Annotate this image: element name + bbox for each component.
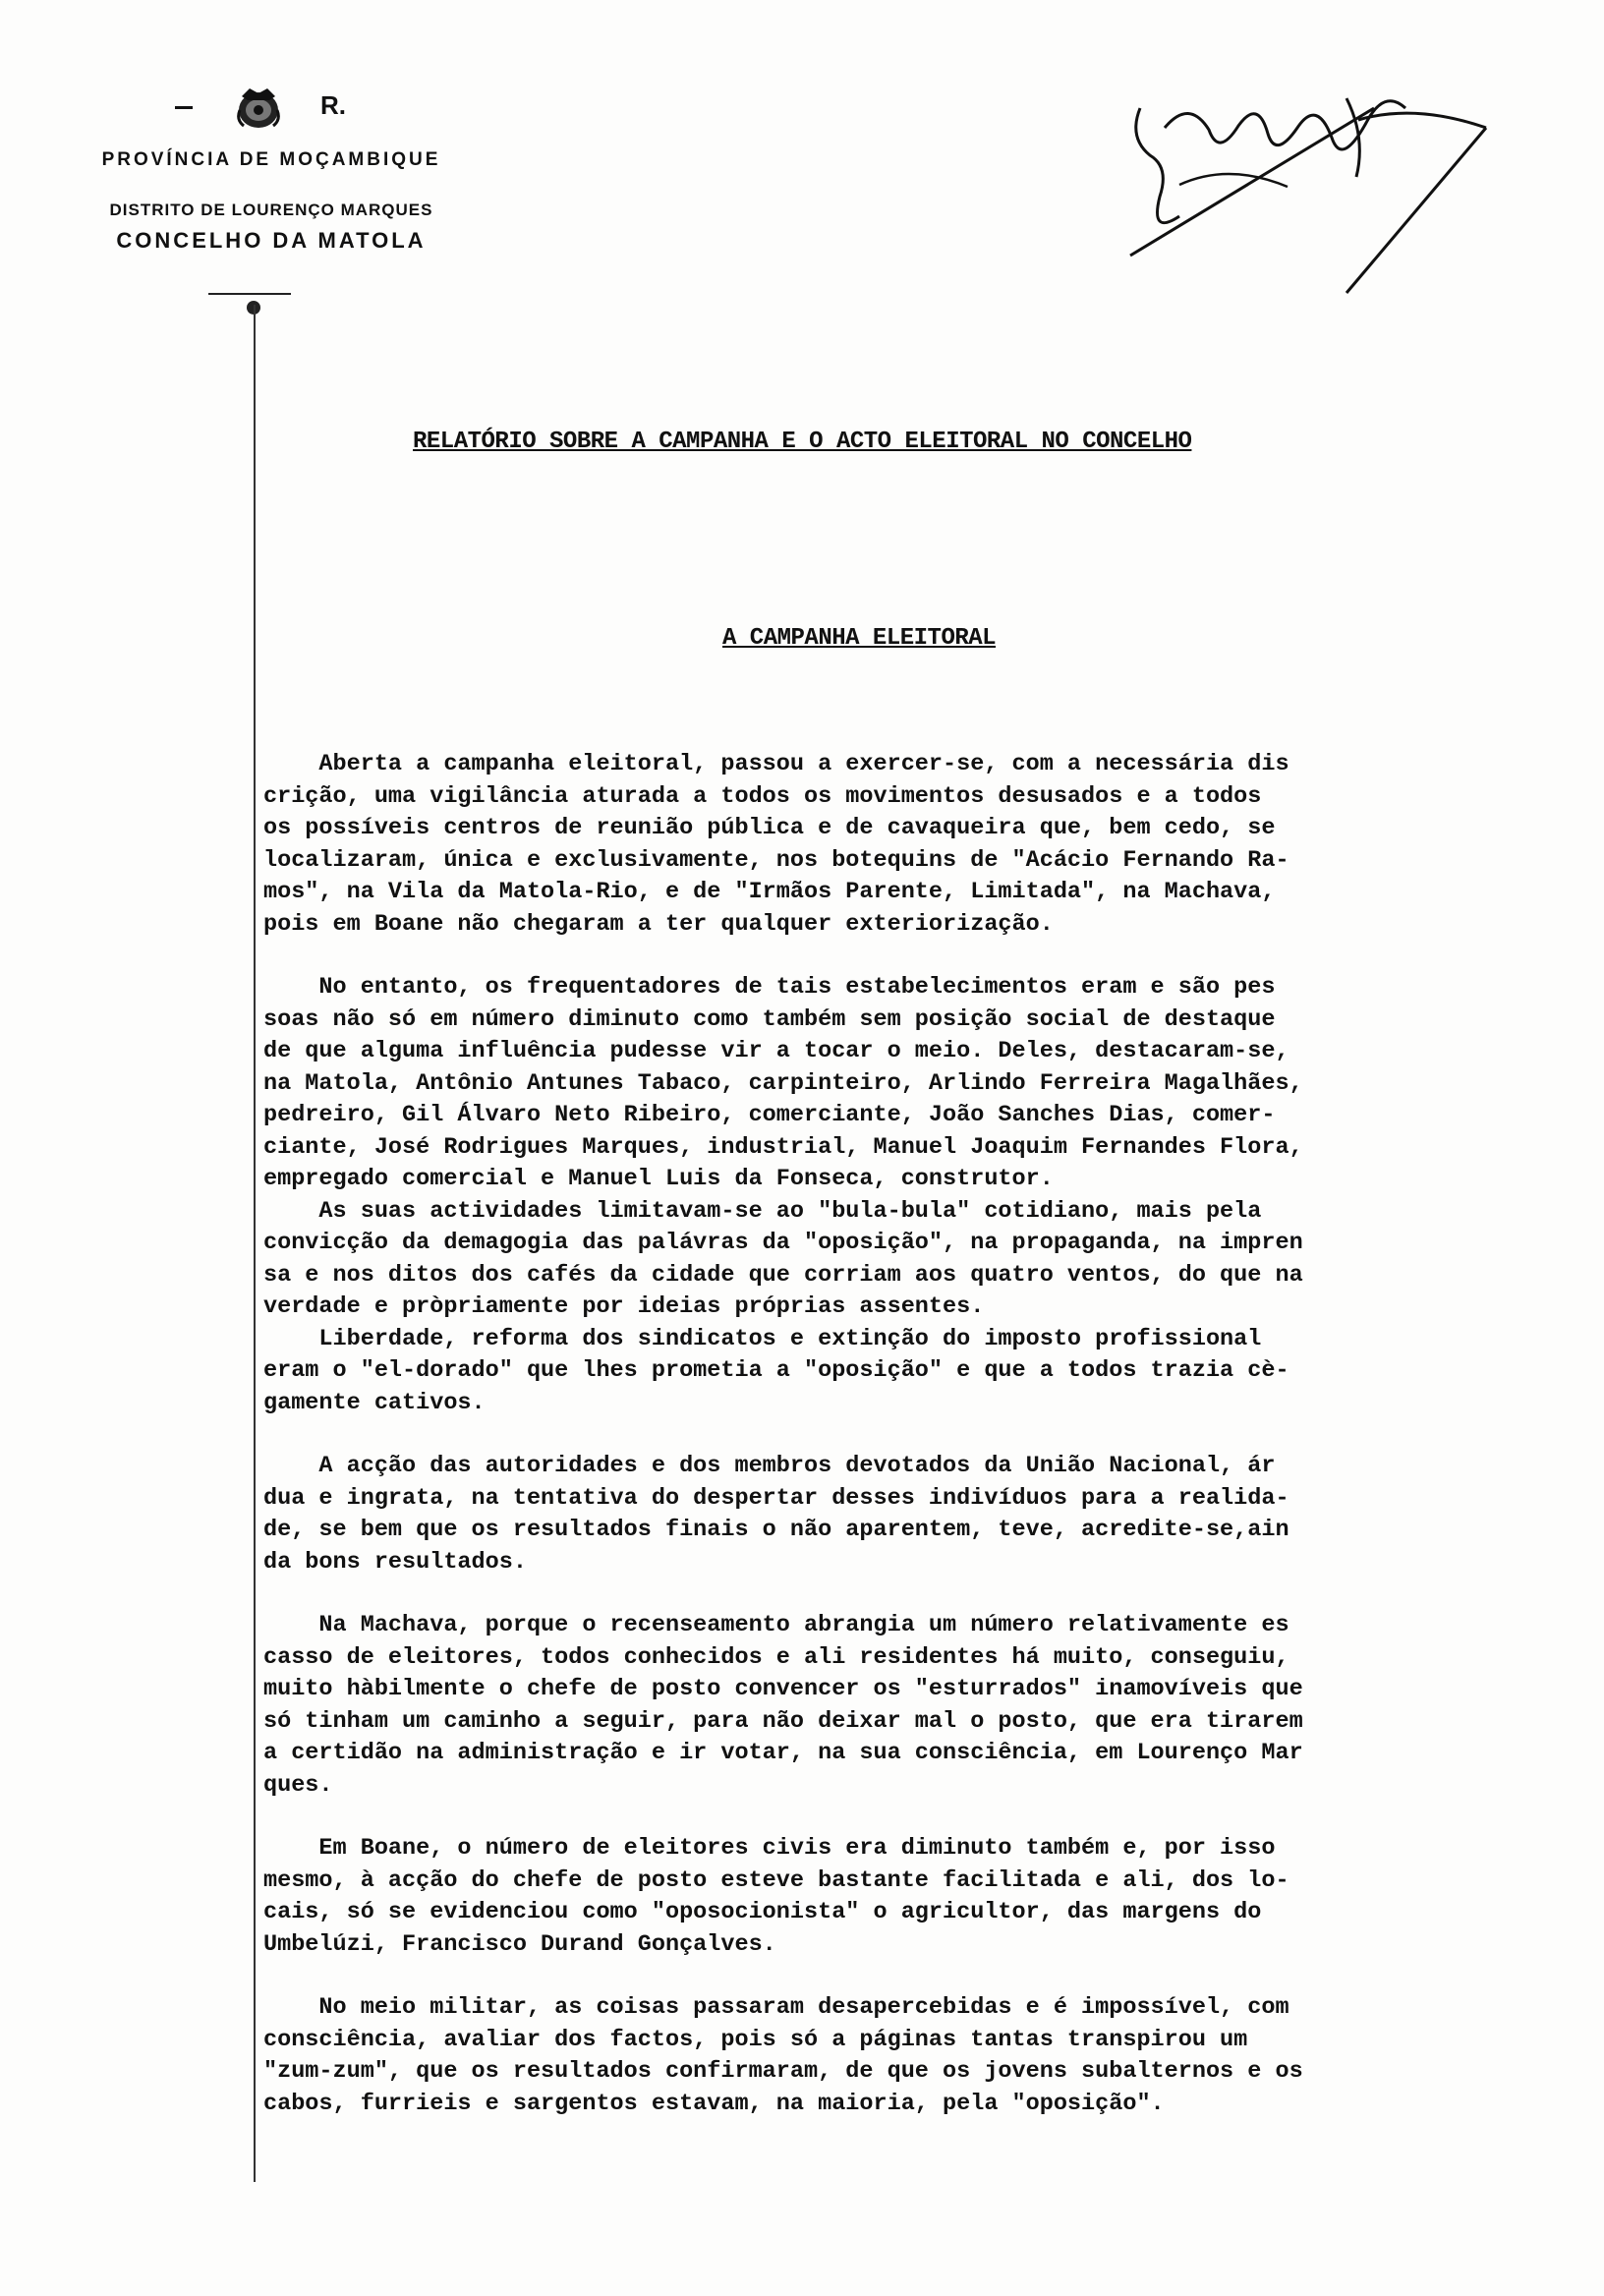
section-heading: A CAMPANHA ELEITORAL	[722, 625, 997, 652]
dash-mark	[175, 106, 193, 109]
paragraph: Em Boane, o número de eleitores civis era diminuto também e, por isso mesmo, à acção do chefe de posto esteve bastante facilitada e ali, dos lo- cais, só se evidenciou como "oposocionista" o agricultor, das margens do Umbelúzi, Francisco Durand Gonçalves.	[263, 1835, 1289, 1958]
header-rule	[208, 293, 291, 295]
paragraph: No entanto, os frequentadores de tais estabelecimentos eram e são pes soas não só em número diminuto como também sem posição social de destaque de que alguma influência pudesse vir a tocar o meio. Deles, destacaram-se, na Matola, Antônio Antunes Tabaco, carpinteiro, Arlindo Ferreira Magalhães, pedreiro, Gil Álvaro Neto Ribeiro, comerciante, João Sanches Dias, comer- ciante, José Rodrigues Marques, industrial, Manuel Joaquim Fernandes Flora, empregado comercial e Manuel Luis da Fonseca, construtor. As suas actividades limitavam-se ao "bula-bula" cotidiano, mais pela convicção da demagogia das palávras da "oposição", na propaganda, na impren sa e nos ditos dos cafés da cidade que corriam aos quatro ventos, do que na verdade e pròpriamente por ideias próprias assentes. Liberdade, reforma dos sindicatos e extinção do imposto profissional eram o "el-dorado" que lhes prometia a "oposição" e que a todos trazia cè- gamente cativos.	[263, 974, 1303, 1416]
paragraph: No meio militar, as coisas passaram desapercebidas e é impossível, com consciência, avaliar dos factos, pois só a páginas tantas transpirou um "zum-zum", que os resultados confirmaram, de que os jovens subalternos e os cabos, furrieis e sargentos estavam, na maioria, pela "oposição".	[263, 1994, 1303, 2117]
paragraph: Aberta a campanha eleitoral, passou a exercer-se, com a necessária dis crição, uma vigilância aturada a todos os movimentos desusados e a todos os possíveis centros de reunião pública e de cavaqueira que, bem cedo, se localizaram, única e exclusivamente, nos botequins de "Acácio Fernando Ra- mos", na Vila da Matola-Rio, e de "Irmãos Parente, Limitada", na Machava, pois em Boane não chegaram a ter qualquer exteriorização.	[263, 751, 1289, 938]
paragraph: A acção das autoridades e dos membros devotados da União Nacional, ár dua e ingrata, na tentativa do despertar desses indivíduos para a realida- de, se bem que os resultados finais o não aparentem, teve, acredite-se,ain da bons resultados.	[263, 1453, 1289, 1576]
letterhead	[85, 77, 458, 254]
handwritten-signature-icon	[1120, 69, 1494, 315]
council-name: CONCELHO DA MATOLA	[116, 228, 427, 253]
document-body	[263, 749, 1482, 2120]
paragraph: Na Machava, porque o recenseamento abrangia um número relativamente es casso de eleitores, todos conhecidos e ali residentes há muito, conseguiu, muito hàbilmente o chefe de posto convencer os "esturrados" inamovíveis que só tinham um caminho a seguir, para não deixar mal o posto, que era tirarem a certidão na administração e ir votar, na sua consciência, em Lourenço Mar ques.	[263, 1612, 1303, 1799]
coat-of-arms-icon	[232, 81, 285, 134]
district-name: DISTRITO DE LOURENÇO MARQUES	[109, 201, 433, 219]
r-mark: R.	[320, 90, 346, 120]
margin-line	[254, 305, 256, 2182]
document-title: RELATÓRIO SOBRE A CAMPANHA E O ACTO ELEITORAL NO CONCELHO	[413, 429, 1192, 455]
emblem-row	[85, 77, 458, 138]
province-name: PROVÍNCIA DE MOÇAMBIQUE	[101, 149, 441, 170]
